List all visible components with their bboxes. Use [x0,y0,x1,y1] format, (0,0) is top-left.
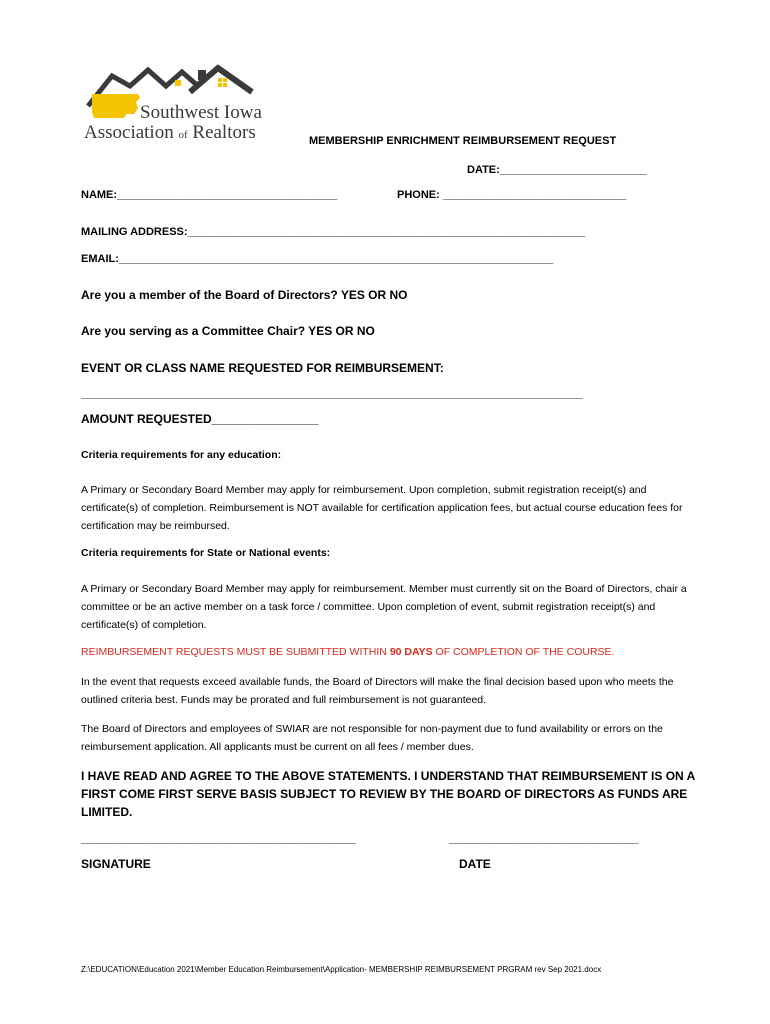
signature-label: SIGNATURE [81,857,151,871]
signature-line[interactable]: _____________________________________________ [81,833,357,845]
phone-field[interactable]: PHONE: ______________________________ [397,189,627,201]
agreement-statement: I HAVE READ AND AGREE TO THE ABOVE STATEMENTS. I UNDERSTAND THAT REIMBURSEMENT IS ON A FIRST COME FIRST SERVE BASIS SUBJECT TO REVIEW BY THE BOARD OF DIRECTORS AS FUNDS ARE LIMITED. [81,769,695,819]
logo-of: of [178,129,188,141]
mailing-address-field[interactable]: MAILING ADDRESS:_________________________________________________________________ [81,226,586,238]
footer-file-path: Z:\EDUCATION\Education 2021\Member Education Reimbursement\Application- MEMBERSHIP REIMBURSEMENT PRGRAM rev Sep 2021.docx [81,965,602,974]
deadline-after: OF COMPLETION OF THE COURSE. [432,646,615,658]
criteria-education-text: A Primary or Secondary Board Member may apply for reimbursement. Upon completion, submit registration receipt(s) and certificate(s) of completion. Reimbursement is NOT available for certification application fees, but actual course education fees for certification may be reimbursed. [81,484,683,532]
criteria-education-heading: Criteria requirements for any education: [81,449,282,461]
board-member-question[interactable]: Are you a member of the Board of Directors? YES OR NO [81,288,408,302]
committee-chair-question[interactable]: Are you serving as a Committee Chair? YES OR NO [81,324,375,338]
criteria-events-text: A Primary or Secondary Board Member may apply for reimbursement. Member must currently sit on the Board of Directors, chair a committee or be an active member on a task force / committee. Upon completion of event, submit registration receipt(s) and certificate(s) of completion. [81,583,687,631]
form-title: MEMBERSHIP ENRICHMENT REIMBURSEMENT REQUEST [309,135,617,147]
date-field[interactable]: DATE:________________________ [467,164,647,176]
signature-date-label: DATE [459,857,491,871]
signature-date-line[interactable]: _______________________________ [449,833,639,845]
logo-realtors: Realtors [192,122,256,143]
logo [80,62,295,152]
logo-line-2 [84,122,256,144]
deadline-notice [81,646,614,658]
deadline-days: 90 DAYS [389,646,433,658]
criteria-events-heading: Criteria requirements for State or National events: [81,547,331,559]
email-field[interactable]: EMAIL:_______________________________________________________________________ [81,253,554,265]
logo-association: Association [84,122,174,143]
name-field[interactable]: NAME:____________________________________ [81,189,338,201]
amount-requested-field[interactable]: AMOUNT REQUESTED________________ [81,412,319,426]
event-name-line[interactable]: __________________________________________________________________________________ [81,388,583,400]
deadline-before: REIMBURSEMENT REQUESTS MUST BE SUBMITTED WITHIN [81,646,390,658]
event-name-label: EVENT OR CLASS NAME REQUESTED FOR REIMBURSEMENT: [81,361,444,375]
liability-paragraph: The Board of Directors and employees of SWIAR are not responsible for non-payment due to fund availability or errors on the reimbursement application. All applicants must be current on all fees / member dues. [81,723,663,753]
logo-line-1: Southwest Iowa [140,102,262,123]
funds-paragraph: In the event that requests exceed available funds, the Board of Directors will make the final decision based upon who meets the outlined criteria best. Funds may be prorated and full reimbursement is not guaranteed. [81,676,674,706]
